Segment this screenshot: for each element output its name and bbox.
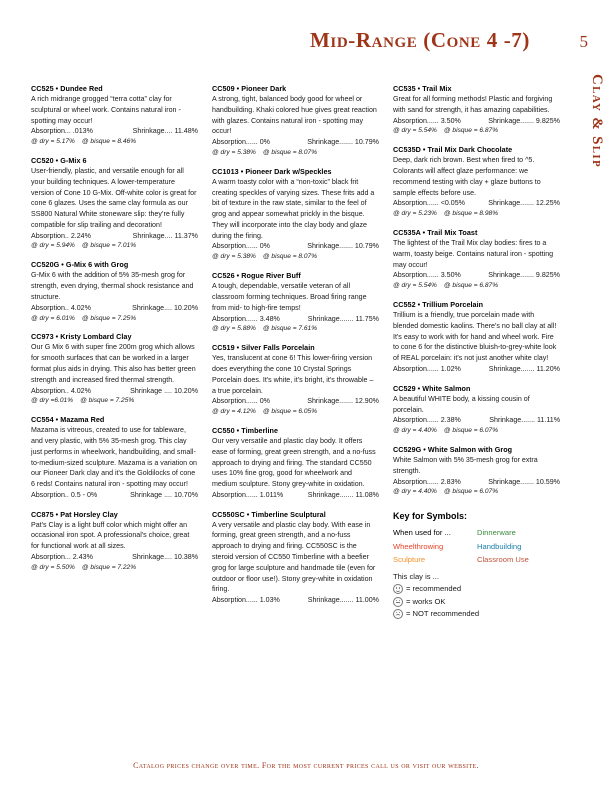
product-title: CC1013 • Pioneer Dark w/Speckles <box>212 166 332 176</box>
product-stats <box>212 595 379 606</box>
shrinkage-value: Shrinkage....... 10.59% <box>488 477 560 486</box>
product-description: A tough, dependable, versatile veteran of all classroom forming techniques. Broad firing range from mid- to high-fire temps! <box>212 282 367 312</box>
absorption-value: Absorption...... 3.50% <box>393 116 461 125</box>
product-stats <box>393 364 560 375</box>
product-substats <box>31 396 198 406</box>
product-substats <box>212 148 379 158</box>
shrinkage-value: Shrinkage.... 11.48% <box>132 127 198 136</box>
product-entry <box>212 343 379 417</box>
absorption-value: Absorption...... 3.48% <box>212 314 280 323</box>
product-entry <box>31 332 198 406</box>
absorption-value: Absorption... 2.43% <box>31 553 93 561</box>
product-description: A rich midrange grogged “terra cotta” clay for sculptural or wheel work. Contains natural iron - spotting may occur! <box>31 95 181 125</box>
bisque-value: @ bisque = 7.22% <box>81 563 137 571</box>
dry-value: @ dry = 4.40% <box>393 427 437 435</box>
product-description: A warm toasty color with a “non-toxic” black frit creating speckles of varying sizes. These frits add a bit of texture in the raw state, similar to the feel of grog and appear somewhat prickly in the bisque. They will incorporate into the clay body and glaze during the firing. <box>212 177 375 240</box>
bisque-value: @ bisque = 7.25% <box>80 397 135 405</box>
bisque-value: @ bisque = 8.07% <box>262 148 318 156</box>
product-title: CC554 • Mazama Red <box>31 415 105 425</box>
bisque-value: @ bisque = 6.07% <box>443 488 499 496</box>
product-entry <box>393 228 560 291</box>
product-substats <box>31 563 198 573</box>
product-title: CC550SC • Timberline Sculptural <box>212 509 326 519</box>
product-description: User-friendly, plastic, and versatile enough for all your building techniques. A lower-temperature version of Cone 10 G-Mix. Off-white color is great for cone 6 glazes. Uses the same clay formula as our SS800 Natural White stoneware slip: they’re fully compatible for slip trailing and decoration! <box>31 167 197 229</box>
absorption-value: Absorption...... 1.011% <box>212 490 284 499</box>
absorption-value: Absorption...... 0% <box>212 138 270 147</box>
product-description: The lightest of the Trail Mix clay bodies: fires to a warm, toasty beige. Contains natural iron - spotting may occur! <box>393 239 554 269</box>
shrinkage-value: Shrinkage....... 9.825% <box>488 116 560 125</box>
shrinkage-value: Shrinkage.... 10.20% <box>132 303 198 312</box>
product-stats <box>31 303 198 314</box>
product-stats <box>393 477 560 488</box>
dry-value: @ dry = 5.23% <box>393 210 437 218</box>
product-title: CC875 • Pat Horsley Clay <box>31 509 118 519</box>
product-substats <box>212 324 379 334</box>
absorption-value: Absorption...... 1.03% <box>212 596 280 605</box>
product-stats <box>393 116 560 127</box>
product-description: Our G Mix 6 with super fine 200m grog which allows for smooth surfaces that can be worked in a larger format plus aids in drying. This also has better green strength and increased fired thermal strength. <box>31 343 196 384</box>
product-description: Great for all forming methods! Plastic and forgiving with sand for strength, it has amazing capabilities. <box>393 95 553 114</box>
dry-value: @ dry =6.01% <box>31 397 74 405</box>
product-entry <box>212 271 379 334</box>
key-symbol-label: = recommended <box>406 584 462 594</box>
bisque-value: @ bisque = 8.46% <box>81 138 137 146</box>
absorption-value: Absorption.. 4.02% <box>31 303 91 312</box>
product-description: Yes, translucent at cone 6! This lower-firing version does everything the cone 10 Crystal Springs Porcelain does. It's white, it's bright, it's throwable – a true porcelain. <box>212 354 374 395</box>
product-description: Trillium is a friendly, true porcelain made with blended domestic kaolins. There's no ball clay at all! It's easy to work with for hand and wheel work. Fire to cone 6 for the distinctive bluish-to-grey-white look of REAL porcelain: it's not just another white clay! <box>393 311 557 363</box>
catalog-column-1 <box>31 84 198 620</box>
product-title: CC520G • G-Mix 6 with Grog <box>31 260 129 270</box>
bisque-value: @ bisque = 7.01% <box>81 242 137 250</box>
product-stats <box>212 314 379 325</box>
absorption-value: Absorption...... 0% <box>212 242 270 251</box>
page-number: 5 <box>579 32 588 51</box>
product-description: Mazama is vitreous, created to use for tableware, and very plastic, with 5% 35-mesh grog. This clay just performs in wheelwork, handbuilding, and small-to-medium-sized sculpture. Mazama is a variation on our Pioneer Dark clay and it's the Goldilocks of cone 6 reds! Contains natural iron - spotting may occur! <box>31 426 197 489</box>
product-substats <box>393 126 560 136</box>
shrinkage-value: Shrinkage.... 10.38% <box>132 553 198 561</box>
key-this-clay-is-label: This clay is ... <box>393 572 439 582</box>
key-use-dinnerware: Dinnerware <box>477 528 516 538</box>
product-stats <box>31 490 198 501</box>
absorption-value: Absorption.. 2.24% <box>31 231 91 240</box>
product-description: A very versatile and plastic clay body. With ease in forming, great green strength, and a no-fuss approach to drying and firing. CC550SC is the steroid version of CC550 Timberline with a beefier grog for large sculpture and handmade tile (even for outdoor or floor use!). Stony grey-white in oxidation firing. <box>212 520 376 594</box>
key-symbol-label: = NOT recommended <box>406 608 480 618</box>
product-entry <box>31 84 198 147</box>
product-title: CC550 • Timberline <box>212 425 278 435</box>
absorption-value: Absorption...... <0.05% <box>393 199 465 208</box>
dry-value: @ dry = 4.12% <box>212 408 256 416</box>
product-substats <box>393 426 560 436</box>
product-title: CC529 • White Salmon <box>393 383 471 393</box>
bisque-value: @ bisque = 8.07% <box>262 253 318 261</box>
dry-value: @ dry = 4.40% <box>393 488 437 496</box>
product-stats <box>212 396 379 407</box>
shrinkage-value: Shrinkage....... 10.79% <box>307 242 379 251</box>
dry-value: @ dry = 5.38% <box>212 148 256 156</box>
catalog-column-2 <box>212 84 379 620</box>
product-entry <box>393 84 560 136</box>
key-use-classroom: Classroom Use <box>477 554 529 564</box>
shrinkage-value: Shrinkage....... 9.825% <box>488 271 560 280</box>
shrinkage-value: Shrinkage....... 12.25% <box>488 199 560 208</box>
shrinkage-value: Shrinkage.... 11.37% <box>132 231 198 240</box>
product-description: White Salmon with 5% 35-mesh grog for extra strength. <box>393 455 538 475</box>
product-description: A beautiful WHITE body, a kissing cousin of porcelain. <box>393 394 530 414</box>
product-description: Deep, dark rich brown. Best when fired to ^5. Colorants will affect glaze performance: we recommend testing with clay + glaze buttons to sample effects before use. <box>393 156 541 197</box>
page-footer: Catalog prices change over time. For the most current prices call us or visit our website. <box>133 761 479 770</box>
product-stats <box>393 415 560 426</box>
product-stats <box>212 137 379 148</box>
key-symbol-row-recommended <box>393 583 560 595</box>
product-entry <box>31 260 198 323</box>
product-entry <box>393 445 560 497</box>
smiley-face-icon <box>393 584 403 594</box>
key-for-symbols-box <box>393 511 560 620</box>
dry-value: @ dry = 5.50% <box>31 563 75 571</box>
product-title: CC529G • White Salmon with Grog <box>393 444 513 454</box>
product-stats <box>31 126 198 137</box>
product-entry <box>212 426 379 501</box>
product-entry <box>393 300 560 375</box>
product-substats <box>212 407 379 417</box>
dry-value: @ dry = 5.17% <box>31 138 75 146</box>
product-title: CC535D • Trail Mix Dark Chocolate <box>393 145 513 155</box>
product-title: CC519 • Silver Falls Porcelain <box>212 343 315 353</box>
product-entry <box>393 384 560 436</box>
absorption-value: Absorption...... 1.02% <box>393 364 461 373</box>
product-title: CC535 • Trail Mix <box>393 84 452 93</box>
dry-value: @ dry = 5.54% <box>393 282 437 290</box>
bisque-value: @ bisque = 6.07% <box>443 427 499 435</box>
product-title: CC526 • Rogue River Buff <box>212 271 301 281</box>
dry-value: @ dry = 5.54% <box>393 127 437 135</box>
shrinkage-value: Shrinkage .... 10.70% <box>130 490 198 499</box>
bisque-value: @ bisque = 7.25% <box>81 314 137 322</box>
product-title: CC525 • Dundee Red <box>31 84 103 93</box>
absorption-value: Absorption...... 3.50% <box>393 271 461 280</box>
product-stats <box>212 241 379 252</box>
dry-value: @ dry = 5.38% <box>212 253 256 261</box>
product-entry <box>31 156 198 251</box>
product-description: Pat's Clay is a light buff color which might offer an occasional iron spot. A professional's choice, great for functional work at all sizes. <box>31 520 190 551</box>
product-substats <box>31 314 198 324</box>
key-uses-grid <box>393 527 560 565</box>
product-stats <box>212 490 379 501</box>
product-title: CC552 • Trillium Porcelain <box>393 300 484 310</box>
dry-value: @ dry = 5.88% <box>212 325 256 333</box>
key-use-sculpture: Sculpture <box>393 554 426 564</box>
product-stats <box>393 198 560 209</box>
product-substats <box>393 281 560 291</box>
product-title: CC520 • G-Mix 6 <box>31 156 87 166</box>
product-entry <box>212 510 379 606</box>
dry-value: @ dry = 5.94% <box>31 242 75 250</box>
shrinkage-value: Shrinkage....... 11.20% <box>488 364 560 373</box>
product-substats <box>393 487 560 497</box>
product-entry <box>31 510 198 573</box>
product-entry <box>31 415 198 500</box>
page-title: Mid-Range (Cone 4 -7) <box>310 28 530 52</box>
product-entry <box>393 145 560 219</box>
bisque-value: @ bisque = 8.98% <box>443 210 499 218</box>
product-substats <box>31 137 198 147</box>
product-stats <box>393 270 560 281</box>
shrinkage-value: Shrinkage....... 12.90% <box>307 397 379 406</box>
shrinkage-value: Shrinkage....... 11.00% <box>307 596 379 605</box>
key-title: Key for Symbols: <box>393 511 468 522</box>
key-symbol-label: = works OK <box>406 596 446 606</box>
product-title: CC535A • Trail Mix Toast <box>393 228 478 238</box>
key-when-used-for-label: When used for ... <box>393 528 451 538</box>
bisque-value: @ bisque = 6.05% <box>262 408 318 416</box>
product-stats <box>31 386 198 397</box>
product-description: G-Mix 6 with the addition of 5% 35-mesh grog for strength, even drying, thermal shock resistance and structure. <box>31 271 194 301</box>
key-use-wheelthrowing: Wheelthrowing <box>393 541 444 551</box>
absorption-value: Absorption...... 0% <box>212 397 270 406</box>
frowny-face-icon <box>393 609 403 619</box>
key-symbol-row-not-recommended <box>393 608 560 620</box>
absorption-value: Absorption...... 2.38% <box>393 416 461 425</box>
shrinkage-value: Shrinkage....... 11.75% <box>307 314 379 323</box>
bisque-value: @ bisque = 6.87% <box>443 282 499 290</box>
shrinkage-value: Shrinkage....... 11.11% <box>489 416 560 425</box>
key-use-handbuilding: Handbuilding <box>477 541 522 551</box>
absorption-value: Absorption.. 0.5 - 0% <box>31 490 98 499</box>
product-entry <box>212 84 379 158</box>
product-substats <box>212 252 379 262</box>
absorption-value: Absorption.. 4.02% <box>31 386 91 395</box>
product-description: Our very versatile and plastic clay body. It offers ease of forming, great green strength, and a no-fuss approach to drying and firing. The standard CC550 uses 10% fine grog, good for wheelwork and medium sculpture. Stony grey-white in oxidation. <box>212 436 376 489</box>
bisque-value: @ bisque = 6.87% <box>443 127 499 135</box>
absorption-value: Absorption... .013% <box>31 127 93 136</box>
product-stats <box>31 552 198 563</box>
shrinkage-value: Shrinkage .... 10.20% <box>130 386 198 395</box>
catalog-columns <box>31 84 561 620</box>
dry-value: @ dry = 6.01% <box>31 314 75 322</box>
product-entry <box>212 167 379 262</box>
product-substats <box>393 209 560 219</box>
shrinkage-value: Shrinkage....... 10.79% <box>307 138 379 147</box>
product-title: CC973 • Kristy Lombard Clay <box>31 332 132 342</box>
neutral-face-icon <box>393 597 403 607</box>
page-header <box>0 28 612 62</box>
absorption-value: Absorption...... 2.83% <box>393 477 461 486</box>
product-substats <box>31 241 198 251</box>
bisque-value: @ bisque = 7.61% <box>262 325 318 333</box>
side-tab-label: Clay & Slip <box>589 74 605 169</box>
product-title: CC509 • Pioneer Dark <box>212 84 287 93</box>
catalog-column-3 <box>393 84 560 620</box>
shrinkage-value: Shrinkage....... 11.08% <box>307 490 379 499</box>
product-stats <box>31 231 198 242</box>
product-description: A strong, tight, balanced body good for wheel or handbuilding. Khaki colored hue gives great reaction with glazes. Contains natural iron - spotting may occur! <box>212 95 377 136</box>
section-side-tab <box>584 74 610 244</box>
key-symbol-row-works-ok <box>393 596 560 608</box>
